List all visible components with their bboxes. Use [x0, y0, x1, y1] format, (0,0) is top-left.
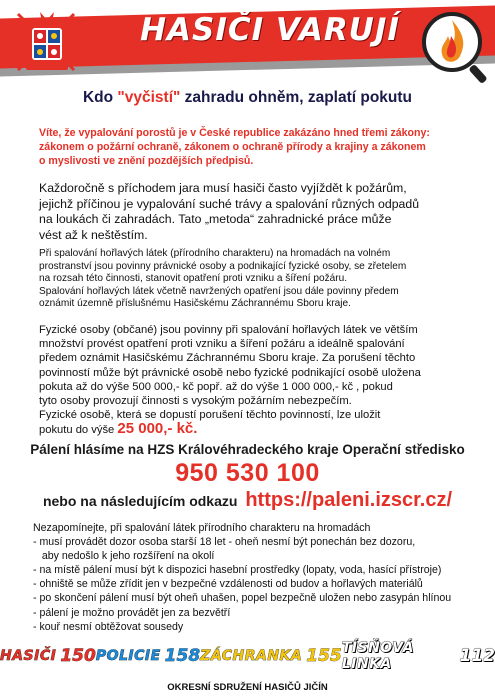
magnifier-flame-icon [420, 8, 492, 86]
paragraph-line: Fyzické osobě, která se dopustí porušení těchto povinností, lze uložit [39, 409, 381, 422]
fire-brigade-emblem-icon [12, 8, 82, 74]
intro-line: Víte, že vypalování porostů je v České republice zakázáno hned třemi zákony: [39, 127, 430, 139]
page-title: HASIČI VARUJÍ [140, 12, 400, 48]
list-item: - ohniště se může zřídit jen v bezpečné vzdálenosti od budov a hořlavých materiálů [33, 578, 423, 591]
paragraph-line: pokuta až do výše 500 000,- kč popř. až do výše 1 000 000,- kč , pokud [39, 380, 393, 393]
subtitle-pre: Kdo [82, 89, 118, 106]
list-item: aby nedošlo k jeho rozšíření na okolí [33, 550, 215, 563]
emergency-number[interactable]: 158 [164, 646, 201, 666]
subtitle-quoted: "vyčistí" [117, 89, 181, 106]
emergency-name: TÍSŇOVÁ LINKA [341, 640, 414, 672]
list-item: - musí provádět dozor osoba starší 18 let - oheň nesmí být ponechán bez dozoru, [33, 536, 416, 549]
fine-amount: 25 000,- kč. [117, 420, 198, 438]
list-item: - po skončení pálení musí být oheň uhašen, popel bezpečně uložen nebo zasypán hlínou [33, 592, 452, 605]
list-item: - kouř nesmí obtěžovat sousedy [33, 620, 184, 633]
list-item: - pálení je možno provádět jen za bezvětří [33, 606, 231, 619]
emergency-name: ZÁCHRANKA [200, 648, 303, 664]
paragraph-line: Každoročně s příchodem jara musí hasiči často vyjíždět k požárům, [39, 181, 407, 195]
paragraph-line: Spalování hořlavých látek včetně navržených opatření jsou dále povinny předem [39, 285, 399, 297]
emergency-ambulance [200, 646, 342, 666]
paragraph-line: množství provést opatření proti vzniku a šíření požáru a ideálně spalování [39, 338, 405, 351]
intro-line: o myslivosti ve znění pozdějších předpisů. [39, 155, 254, 167]
report-heading: Pálení hlásíme na HZS Královéhradeckého kraje Operační středisko [30, 442, 465, 457]
paragraph-line: vést až k neštěstím. [39, 227, 148, 242]
fine-label: pokutu do výše [39, 424, 115, 437]
paragraph-line: předem oznámit Hasičskému Záchrannému Sboru kraje. Za porušení těchto [39, 352, 416, 365]
emergency-name: HASIČI [0, 648, 57, 664]
emergency-police [96, 646, 200, 666]
header [0, 0, 495, 78]
emergency-name: POLICIE [95, 648, 161, 664]
paragraph-line: tyto osoby provozují činnosti s vysokým požárním nebezpečím. [39, 395, 352, 408]
emergency-number[interactable]: 155 [306, 646, 342, 666]
intro-laws [39, 126, 459, 168]
subtitle-post: zahradu ohněm, zaplatí pokutu [180, 89, 413, 106]
paragraph-legal-entities [39, 248, 469, 311]
paragraph-line: na loukách či zahradách. Tato „metoda“ zahradnické práce může [39, 212, 392, 226]
emergency-line [342, 640, 495, 672]
paragraph-spring-fires [39, 181, 464, 243]
intro-line: zákonem o požární ochraně, zákonem o ochraně přírody a krajiny a zákonem [39, 141, 426, 153]
paragraph-line [39, 422, 469, 437]
subtitle [0, 89, 495, 107]
report-link[interactable]: https://paleni.izscr.cz/ [245, 489, 453, 511]
list-item: Nezapomínejte, při spalování látek přírodního charakteru na hromadách [33, 522, 371, 534]
emergency-number[interactable]: 150 [60, 646, 96, 666]
emergency-number[interactable]: 112 [459, 646, 495, 666]
paragraph-line: Fyzické osoby (občané) jsou povinny při spalování hořlavých látek ve větším [39, 324, 418, 336]
list-item: - na místě pálení musí být k dispozici hasební prostředky (lopaty, voda, hasící přístroje) [33, 564, 442, 577]
footer-organization: OKRESNÍ SDRUŽENÍ HASIČŮ JIČÍN [167, 682, 328, 693]
paragraph-line: Při spalování hořlavých látek (přírodního charakteru) na hromadách na volném [39, 248, 391, 259]
paragraph-natural-persons [39, 323, 469, 438]
link-label: nebo na následujícím odkazu [42, 493, 238, 509]
report-phone-number[interactable]: 950 530 100 [175, 459, 320, 487]
reminder-list [33, 521, 473, 634]
paragraph-line: na rozsah této činnosti, stanovit opatření proti vzniku a šíření požáru. [39, 273, 348, 285]
emergency-fire [0, 646, 96, 666]
paragraph-line: oznámit územně příslušnému Hasičskému Záchrannému Sboru kraje. [39, 298, 351, 310]
paragraph-line: jejichž příčinou je vypalování suché trávy a spalování různých odpadů [39, 196, 420, 211]
paragraph-line: povinností může být právnické osobě nebo fyzické podnikající osobě uložena [39, 366, 421, 379]
paragraph-line: prostranství jsou povinny právnické osoby a podnikající fyzické osoby, se zřetelem [39, 260, 407, 272]
report-link-line [0, 489, 495, 512]
emergency-numbers [0, 640, 495, 672]
